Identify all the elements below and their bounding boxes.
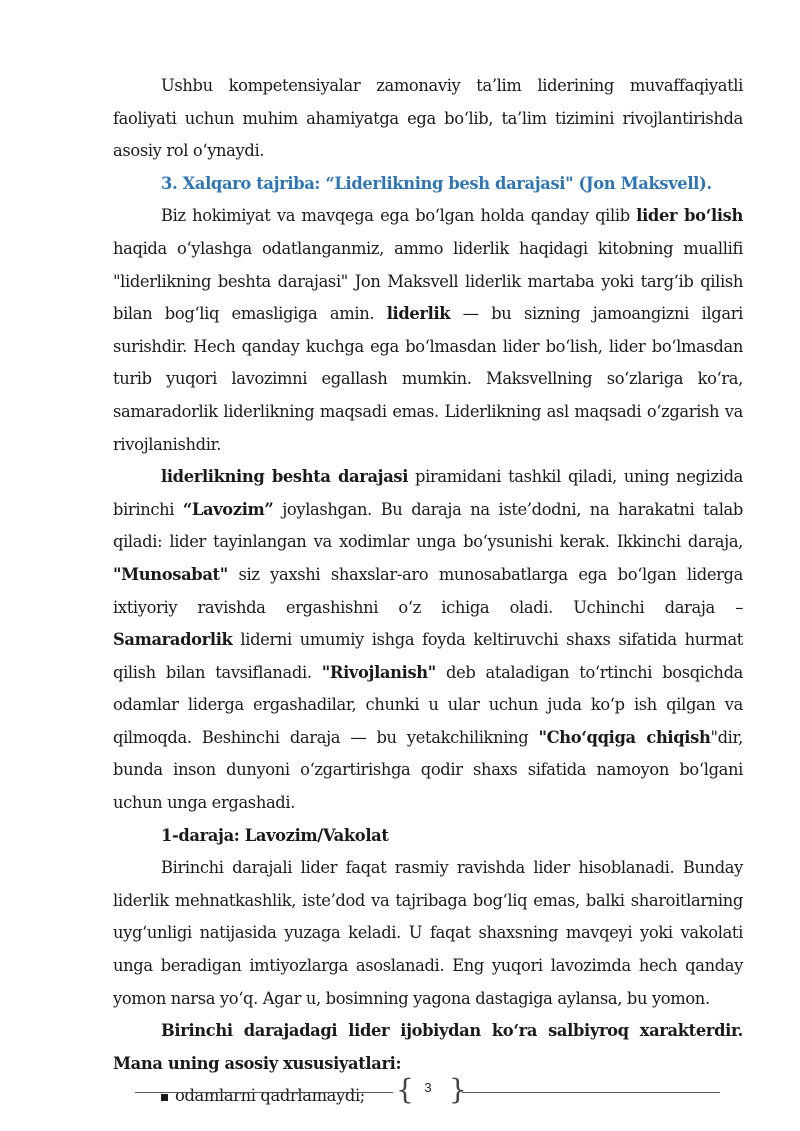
paragraph-maxwell-intro: Biz hokimiyat va mavqega ega bo‘lgan holda qanday qilib lider bo‘lish haqida o‘ylashga odatlanganmiz, ammo liderlik haqidagi kitobning muallifi "liderlikning beshta darajasi" Jon Maksvell liderlik martaba yoki targ‘ib qilish bilan bog‘liq emasligiga amin. liderlik — bu sizning jamoangizni ilgari surishdir. Hech qanday kuchga ega bo‘lmasdan lider bo‘lish, lider bo‘lmasdan turib yuqori lavozimni egallash mumkin. Maksvellning so‘zlariga ko‘ra, samaradorlik liderlikning maqsadi emas. Liderlikning asl maqsadi o‘zgarish va rivojlanishdir. — [113, 206, 743, 454]
page-number: 3 — [424, 1080, 432, 1095]
section-heading: 3. Xalqaro tajriba: “Liderlikning besh darajasi" (Jon Maksvell). — [161, 173, 712, 193]
level1-heading: 1-daraja: Lavozim/Vakolat — [161, 825, 389, 845]
paragraph-five-levels: liderlikning beshta darajasi piramidani tashkil qiladi, uning negizida birinchi “Lavozim” joylashgan. Bu daraja na iste’dodni, na harakatni talab qiladi: lider tayinlangan va xodimlar unga bo‘ysunishi kerak. Ikkinchi daraja, "Munosabat" siz yaxshi shaxslar-aro munosabatlarga ega bo‘lgan liderga ixtiyoriy ravishda ergashishni o‘z ichiga oladi. Uchinchi daraja – Samaradorlik liderni umumiy ishga foyda keltiruvchi shaxs sifatida hurmat qilish bilan tavsiflanadi. "Rivojlanish" deb ataladigan to‘rtinchi bosqichda odamlar liderga ergashadilar, chunki u ular uchun juda ko‘p ish qilgan va qilmoqda. Beshinchi daraja — bu yetakchilikning "Cho‘qqiga chiqish"dir, bunda inson dunyoni o‘zgartirishga qodir shaxs sifatida namoyon bo‘lgani uchun unga ergashadi. — [113, 467, 744, 813]
paragraph-level1-traits: Birinchi darajadagi lider ijobiydan ko‘ra salbiyroq xarakterdir. Mana uning asosiy xususiyatlari: — [113, 1021, 743, 1073]
paragraph-level1: Birinchi darajali lider faqat rasmiy ravishda lider hisoblanadi. Bunday liderlik mehnatkashlik, iste’dod va tajribaga bog‘liq emas, balki sharoitlarning uyg‘unligi natijasida yuzaga keladi. U faqat shaxsning mavqeyi yoki vakolati unga beradigan imtiyozlarga asoslanadi. Eng yuqori lavozimda hech qanday yomon narsa yo‘q. Agar u, bosimning yagona dastagiga aylansa, bu yomon. — [113, 858, 743, 1008]
footer-rule-right — [462, 1092, 720, 1093]
list-item: odamlarni qadrlamaydi; — [161, 1080, 743, 1113]
left-brace-icon: { — [396, 1073, 414, 1106]
intro-paragraph: Ushbu kompetensiyalar zamonaviy ta’lim liderining muvaffaqiyatli faoliyati uchun muhim ahamiyatga ega bo‘lib, ta’lim tizimini rivojlantirishda asosiy rol o‘ynaydi. — [113, 76, 743, 161]
footer-rule-left — [135, 1092, 393, 1093]
right-brace-icon: } — [449, 1073, 467, 1106]
page-footer — [135, 1072, 720, 1112]
document-body — [113, 70, 743, 1113]
